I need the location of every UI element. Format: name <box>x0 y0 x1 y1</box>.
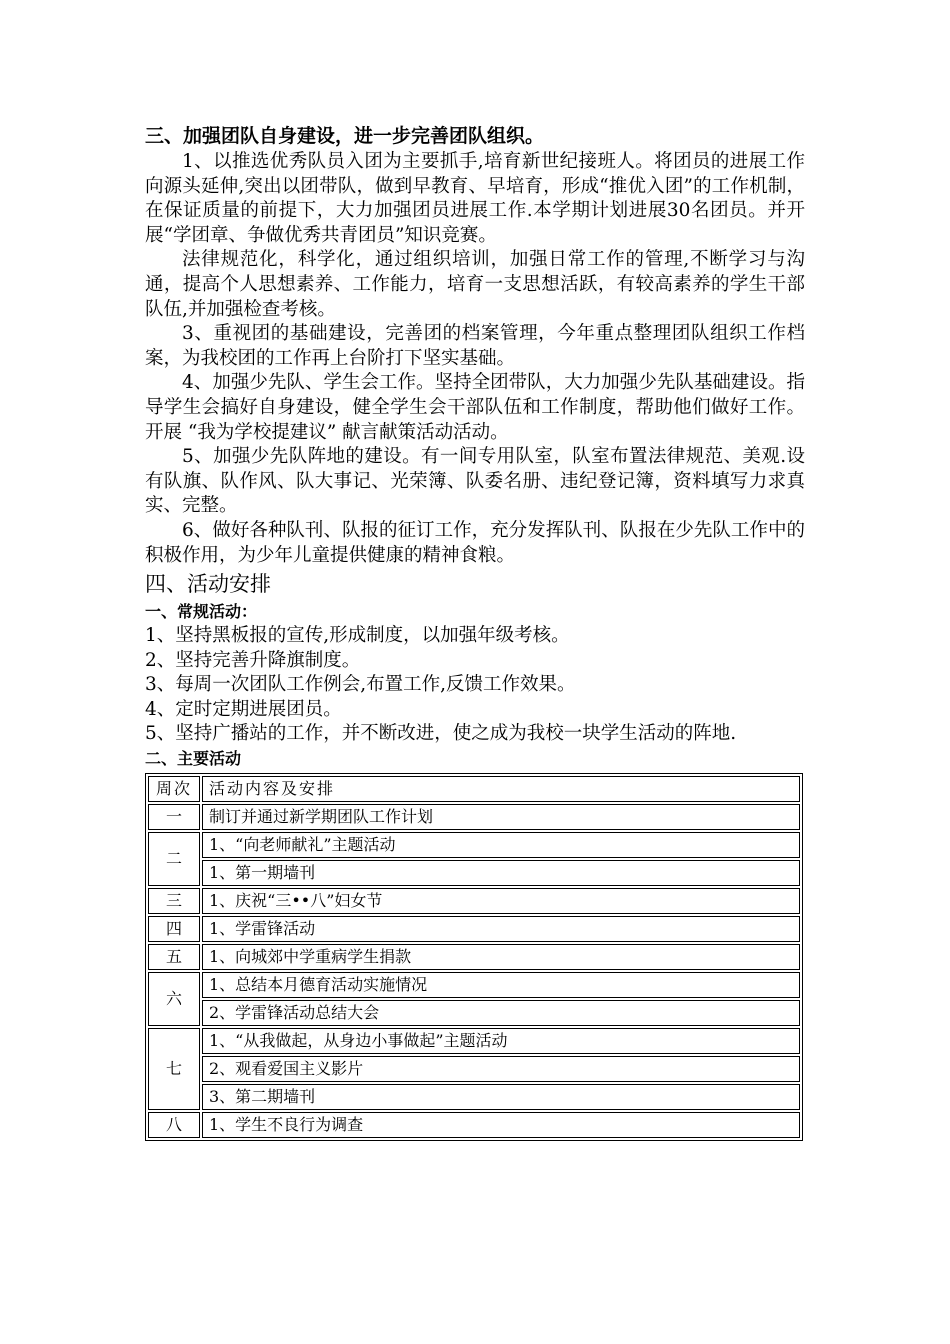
week-cell: 一 <box>148 804 200 830</box>
section-3-paragraph-6: 6、做好各种队刊、队报的征订工作，充分发挥队刊、队报在少先队工作中的积极作用，为少年儿童提供健康的精神食粮。 <box>145 519 805 566</box>
table-header-row <box>148 776 800 802</box>
week-cell: 二 <box>148 832 200 886</box>
routine-item-1: 1、坚持黑板报的宣传,形成制度，以加强年级考核。 <box>145 625 570 647</box>
activity-cell: 2、观看爱国主义影片 <box>202 1056 800 1082</box>
table-row <box>148 1000 800 1026</box>
table-row <box>148 1084 800 1110</box>
table-row <box>148 1112 800 1138</box>
table-row <box>148 916 800 942</box>
activity-cell: 1、总结本月德育活动实施情况 <box>202 972 800 998</box>
section-3-paragraph-3: 3、重视团的基础建设，完善团的档案管理，今年重点整理团队组织工作档案，为我校团的工作再上台阶打下坚实基础。 <box>145 323 805 369</box>
activity-cell: 制订并通过新学期团队工作计划 <box>202 804 800 830</box>
activity-cell: 1、“从我做起，从身边小事做起”主题活动 <box>202 1028 800 1054</box>
table-row <box>148 860 800 886</box>
section-3-paragraph-5: 5、加强少先队阵地的建设。有一间专用队室，队室布置法律规范、美观.设有队旗、队作风、队大事记、光荣簿、队委名册、违纪登记簿，资料填写力求真实、完整。 <box>145 446 805 517</box>
activity-cell: 3、第二期墙刊 <box>202 1084 800 1110</box>
header-week: 周次 <box>148 776 200 802</box>
week-cell: 六 <box>148 972 200 1026</box>
routine-item-5: 5、坚持广播站的工作，并不断改进，使之成为我校一块学生活动的阵地. <box>145 723 737 745</box>
table-row <box>148 832 800 858</box>
table-row <box>148 804 800 830</box>
section-3-paragraph-2: 法律规范化，科学化，通过组织培训，加强日常工作的管理,不断学习与沟通，提高个人思想素养、工作能力，培育一支思想活跃，有较高素养的学生干部队伍,并加强检查考核。 <box>145 249 805 320</box>
table-row <box>148 1056 800 1082</box>
week-cell: 八 <box>148 1112 200 1138</box>
section-3-paragraph-4: 4、加强少先队、学生会工作。坚持全团带队，大力加强少先队基础建设。指导学生会搞好自身建设，健全学生会干部队伍和工作制度，帮助他们做好工作。开展 “我为学校提建议” 献言献策活动活动。 <box>145 372 805 443</box>
table-row <box>148 944 800 970</box>
document-page <box>145 122 805 1141</box>
routine-item-2: 2、坚持完善升降旗制度。 <box>145 649 361 671</box>
activity-cell: 1、向城郊中学重病学生捐款 <box>202 944 800 970</box>
activity-cell: 2、学雷锋活动总结大会 <box>202 1000 800 1026</box>
table-row <box>148 888 800 914</box>
activity-cell: 1、学雷锋活动 <box>202 916 800 942</box>
section-3-title: 三、加强团队自身建设，进一步完善团队组织。 <box>145 125 545 147</box>
activity-cell: 1、学生不良行为调查 <box>202 1112 800 1138</box>
activity-cell: 1、庆祝“三••八”妇女节 <box>202 888 800 914</box>
activity-schedule-table <box>145 773 803 1141</box>
routine-item-4: 4、定时定期进展团员。 <box>145 698 342 720</box>
week-cell: 四 <box>148 916 200 942</box>
activity-cell: 1、“向老师献礼”主题活动 <box>202 832 800 858</box>
main-activities-title: 二、主要活动 <box>145 749 242 769</box>
routine-item-3: 3、每周一次团队工作例会,布置工作,反馈工作效果。 <box>145 674 576 696</box>
section-3-paragraph-1: 1、以推选优秀队员入团为主要抓手,培育新世纪接班人。将团员的进展工作向源头延伸,突出以团带队，做到早教育、早培育，形成“推优入团”的工作机制，在保证质量的前提下，大力加强团员进展工作.本学期计划进展30名团员。并开展“学团章、争做优秀共青团员”知识竞赛。 <box>145 151 805 246</box>
week-cell: 七 <box>148 1028 200 1110</box>
week-cell: 三 <box>148 888 200 914</box>
table-row <box>148 1028 800 1054</box>
week-cell: 五 <box>148 944 200 970</box>
header-content: 活动内容及安排 <box>202 776 800 802</box>
section-4-title: 四、活动安排 <box>145 572 271 597</box>
activity-cell: 1、第一期墙刊 <box>202 860 800 886</box>
routine-activities-title: 一、常规活动： <box>145 602 258 622</box>
table-row <box>148 972 800 998</box>
